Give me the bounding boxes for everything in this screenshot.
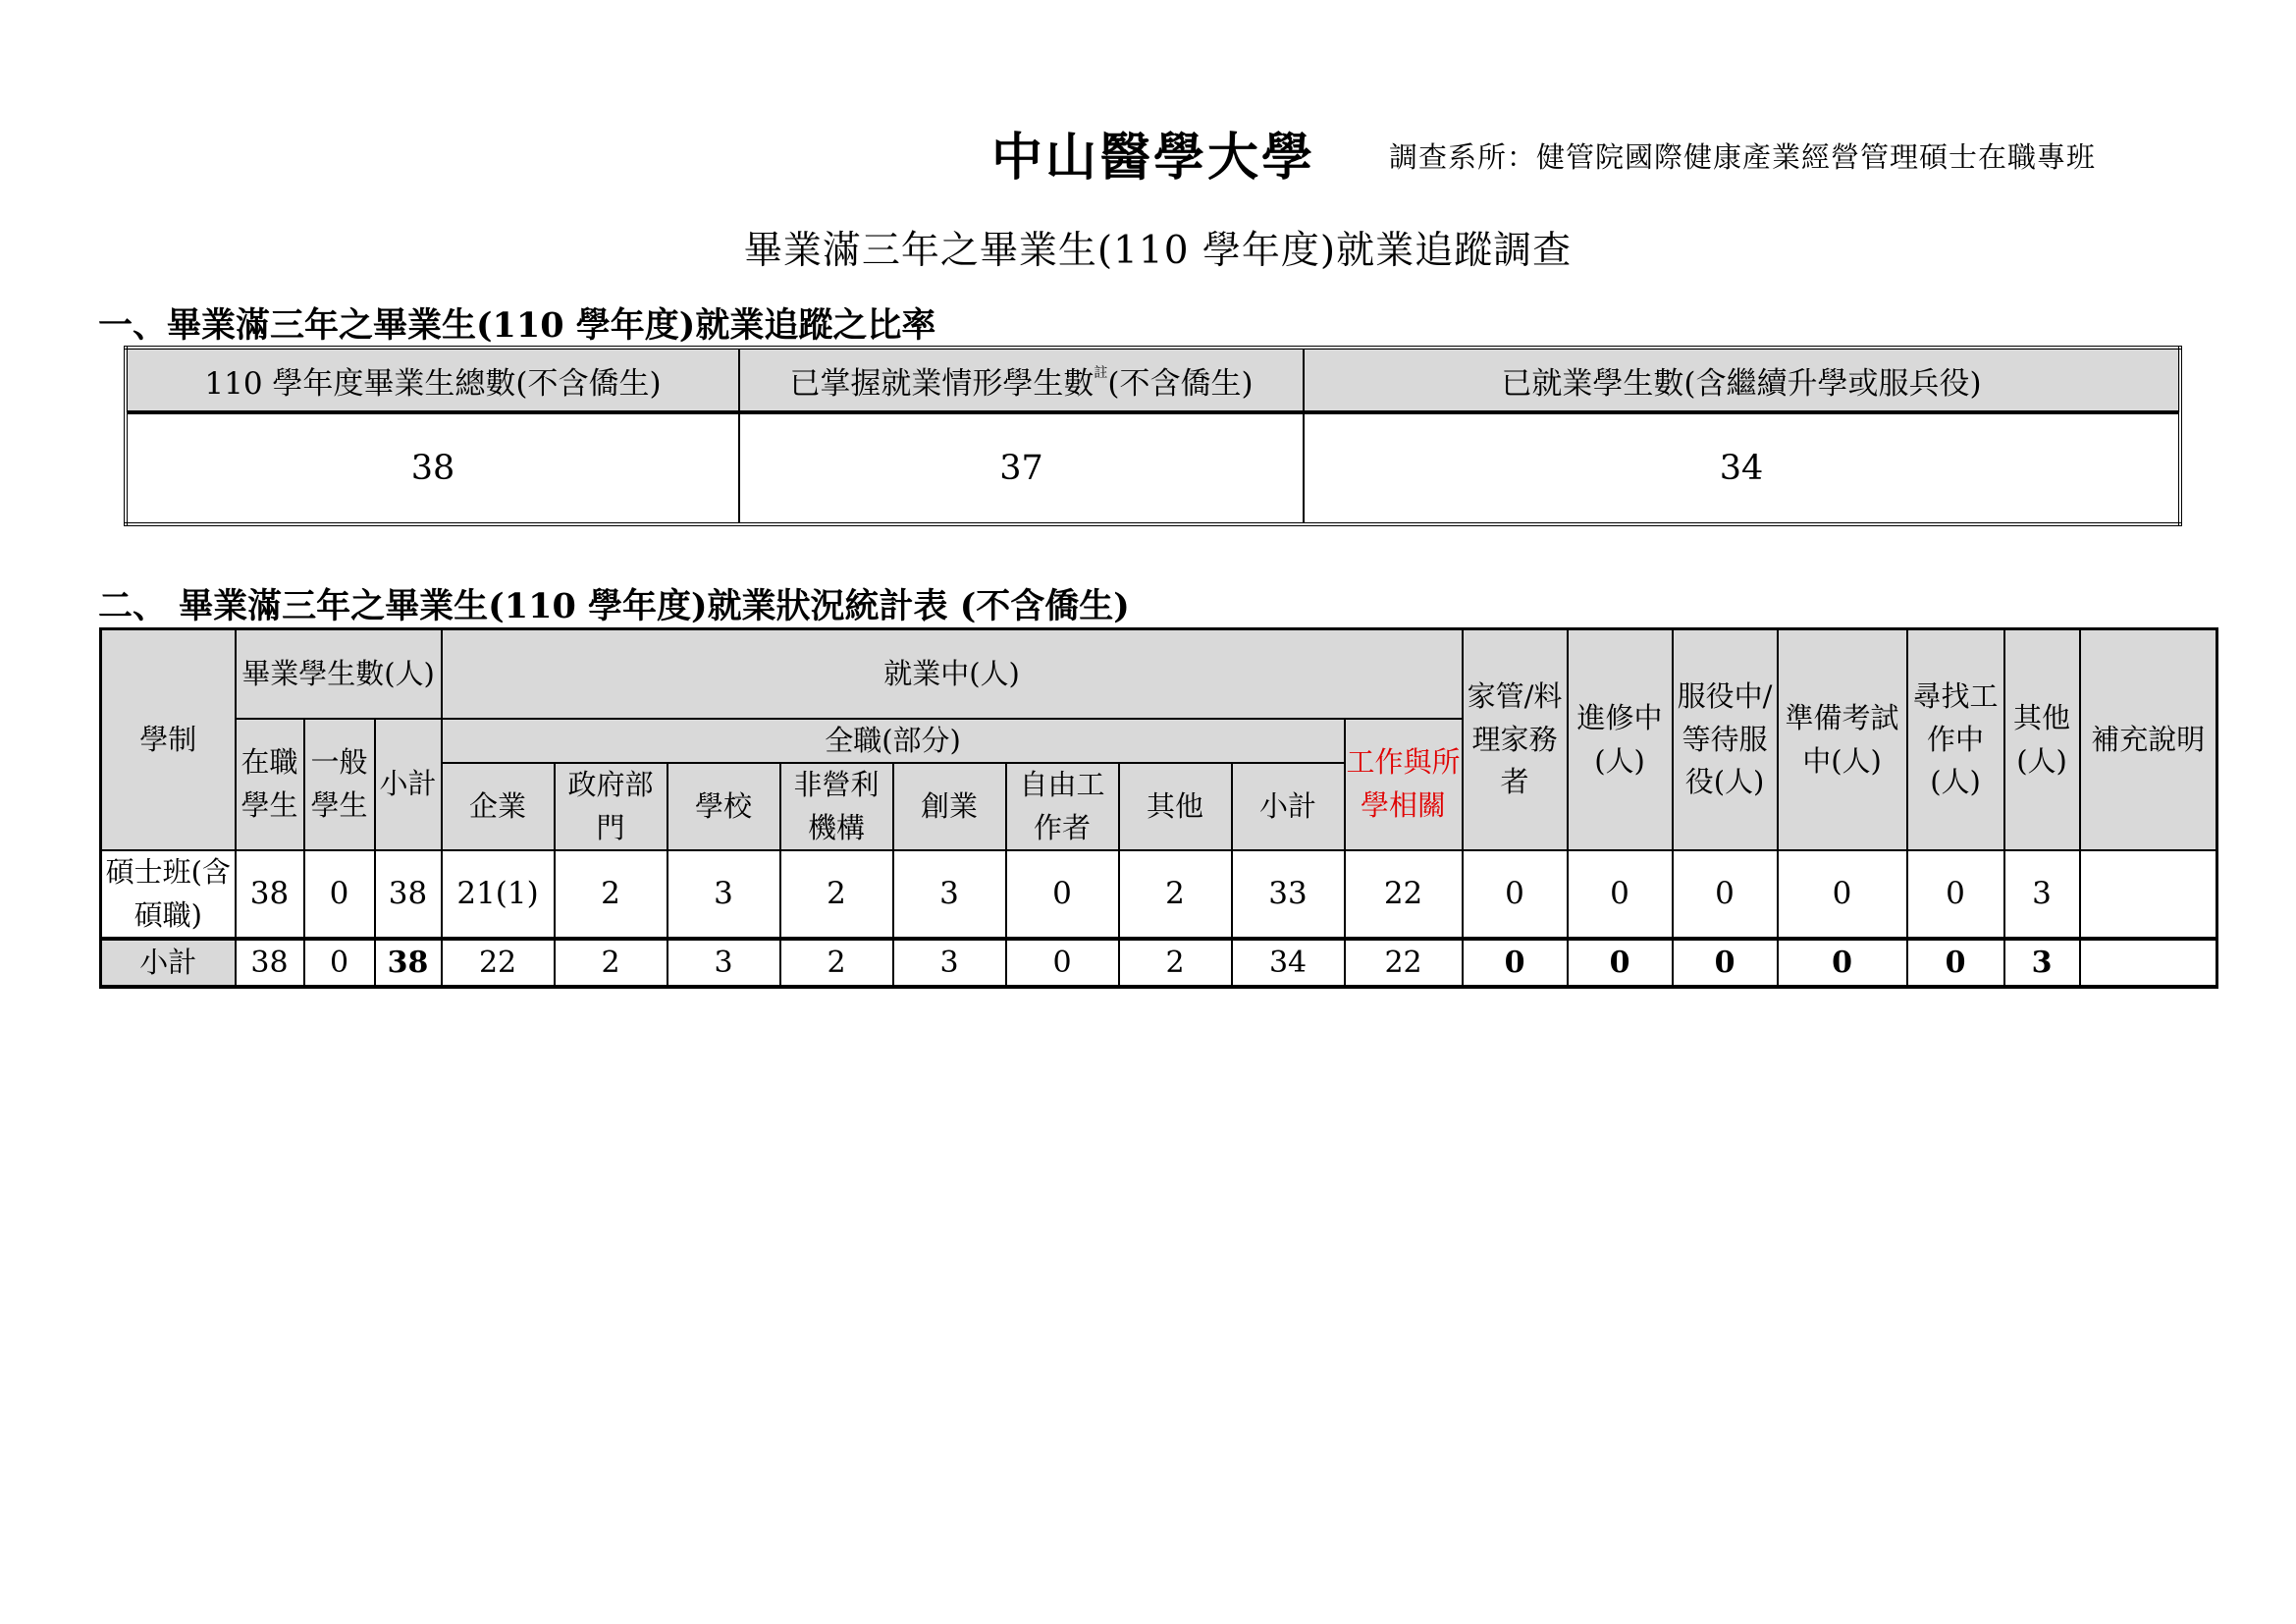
cell: 3 — [893, 939, 1006, 987]
cell: 3 — [667, 939, 780, 987]
header-homemaker: 家管/料理家務者 — [1463, 629, 1568, 851]
cell: 22 — [442, 939, 555, 987]
employment-status-table — [99, 627, 2218, 989]
university-name: 中山醫學大學 — [991, 128, 1316, 188]
table-row-total — [101, 939, 2217, 987]
cell: 38 — [375, 939, 442, 987]
cell: 2 — [1119, 850, 1232, 939]
table-row — [101, 850, 2217, 939]
cell: 33 — [1232, 850, 1345, 939]
cell: 38 — [375, 850, 442, 939]
cell: 2 — [555, 939, 667, 987]
cell: 0 — [1006, 939, 1119, 987]
header-freelance: 自由工作者 — [1006, 763, 1119, 850]
header-in-service: 在職學生 — [236, 719, 304, 851]
employed-header: 已就業學生數(含繼續升學或服兵役) — [1304, 348, 2180, 412]
header-graduates: 畢業學生數(人) — [236, 629, 442, 719]
header-enterprise: 企業 — [442, 763, 555, 850]
document-title: 畢業滿三年之畢業生(110 學年度)就業追蹤調查 — [743, 229, 1573, 273]
row-label: 小計 — [101, 939, 236, 987]
cell — [2080, 850, 2217, 939]
cell: 0 — [1907, 939, 2004, 987]
cell: 3 — [893, 850, 1006, 939]
header-system: 學制 — [101, 629, 236, 851]
header-study: 進修中(人) — [1568, 629, 1673, 851]
total-graduates-value: 38 — [126, 412, 739, 524]
cell: 0 — [304, 850, 375, 939]
header-other: 其他 — [1119, 763, 1232, 850]
cell: 2 — [780, 939, 893, 987]
cell: 2 — [780, 850, 893, 939]
employment-ratio-table — [124, 346, 2182, 526]
header-fulltime: 全職(部分) — [442, 719, 1345, 764]
known-status-header — [739, 348, 1304, 412]
cell: 38 — [236, 850, 304, 939]
cell: 0 — [1568, 939, 1673, 987]
cell: 0 — [1778, 850, 1907, 939]
header-exam: 準備考試中(人) — [1778, 629, 1907, 851]
row-label: 碩士班(含碩職) — [101, 850, 236, 939]
header-nonprofit: 非營利機構 — [780, 763, 893, 850]
cell: 38 — [236, 939, 304, 987]
header-military: 服役中/等待服役(人) — [1673, 629, 1778, 851]
header-subtotal-graduates: 小計 — [375, 719, 442, 851]
header-other-total: 其他(人) — [2004, 629, 2080, 851]
cell: 0 — [1568, 850, 1673, 939]
cell: 0 — [1778, 939, 1907, 987]
known-status-label: 已掌握就業情形學生數 — [789, 365, 1095, 402]
cell: 34 — [1232, 939, 1345, 987]
employed-value: 34 — [1304, 412, 2180, 524]
cell: 21(1) — [442, 850, 555, 939]
cell: 0 — [1463, 939, 1568, 987]
section1-heading: 一、畢業滿三年之畢業生(110 學年度)就業追蹤之比率 — [98, 305, 936, 346]
header-general: 一般學生 — [304, 719, 375, 851]
cell: 0 — [1907, 850, 2004, 939]
cell: 0 — [304, 939, 375, 987]
cell: 0 — [1006, 850, 1119, 939]
header-subtotal-employed: 小計 — [1232, 763, 1345, 850]
section2-heading: 二、 畢業滿三年之畢業生(110 學年度)就業狀況統計表 (不含僑生) — [98, 586, 1130, 626]
cell: 0 — [1673, 939, 1778, 987]
cell: 0 — [1673, 850, 1778, 939]
department-label: 調查系所：健管院國際健康產業經營管理碩士在職專班 — [1389, 140, 2097, 174]
cell: 3 — [2004, 850, 2080, 939]
known-status-value: 37 — [739, 412, 1304, 524]
cell: 2 — [1119, 939, 1232, 987]
cell: 22 — [1345, 850, 1463, 939]
total-graduates-header: 110 學年度畢業生總數(不含僑生) — [126, 348, 739, 412]
cell: 22 — [1345, 939, 1463, 987]
known-status-suffix: (不含僑生) — [1107, 365, 1254, 402]
header-employed: 就業中(人) — [442, 629, 1463, 719]
cell: 3 — [2004, 939, 2080, 987]
header-school: 學校 — [667, 763, 780, 850]
header-government: 政府部門 — [555, 763, 667, 850]
header-remarks: 補充說明 — [2080, 629, 2217, 851]
header-seeking: 尋找工作中(人) — [1907, 629, 2004, 851]
cell: 3 — [667, 850, 780, 939]
header-related: 工作與所學相關 — [1345, 719, 1463, 851]
note-marker: 註 — [1094, 364, 1108, 381]
cell: 2 — [555, 850, 667, 939]
header-startup: 創業 — [893, 763, 1006, 850]
cell — [2080, 939, 2217, 987]
cell: 0 — [1463, 850, 1568, 939]
